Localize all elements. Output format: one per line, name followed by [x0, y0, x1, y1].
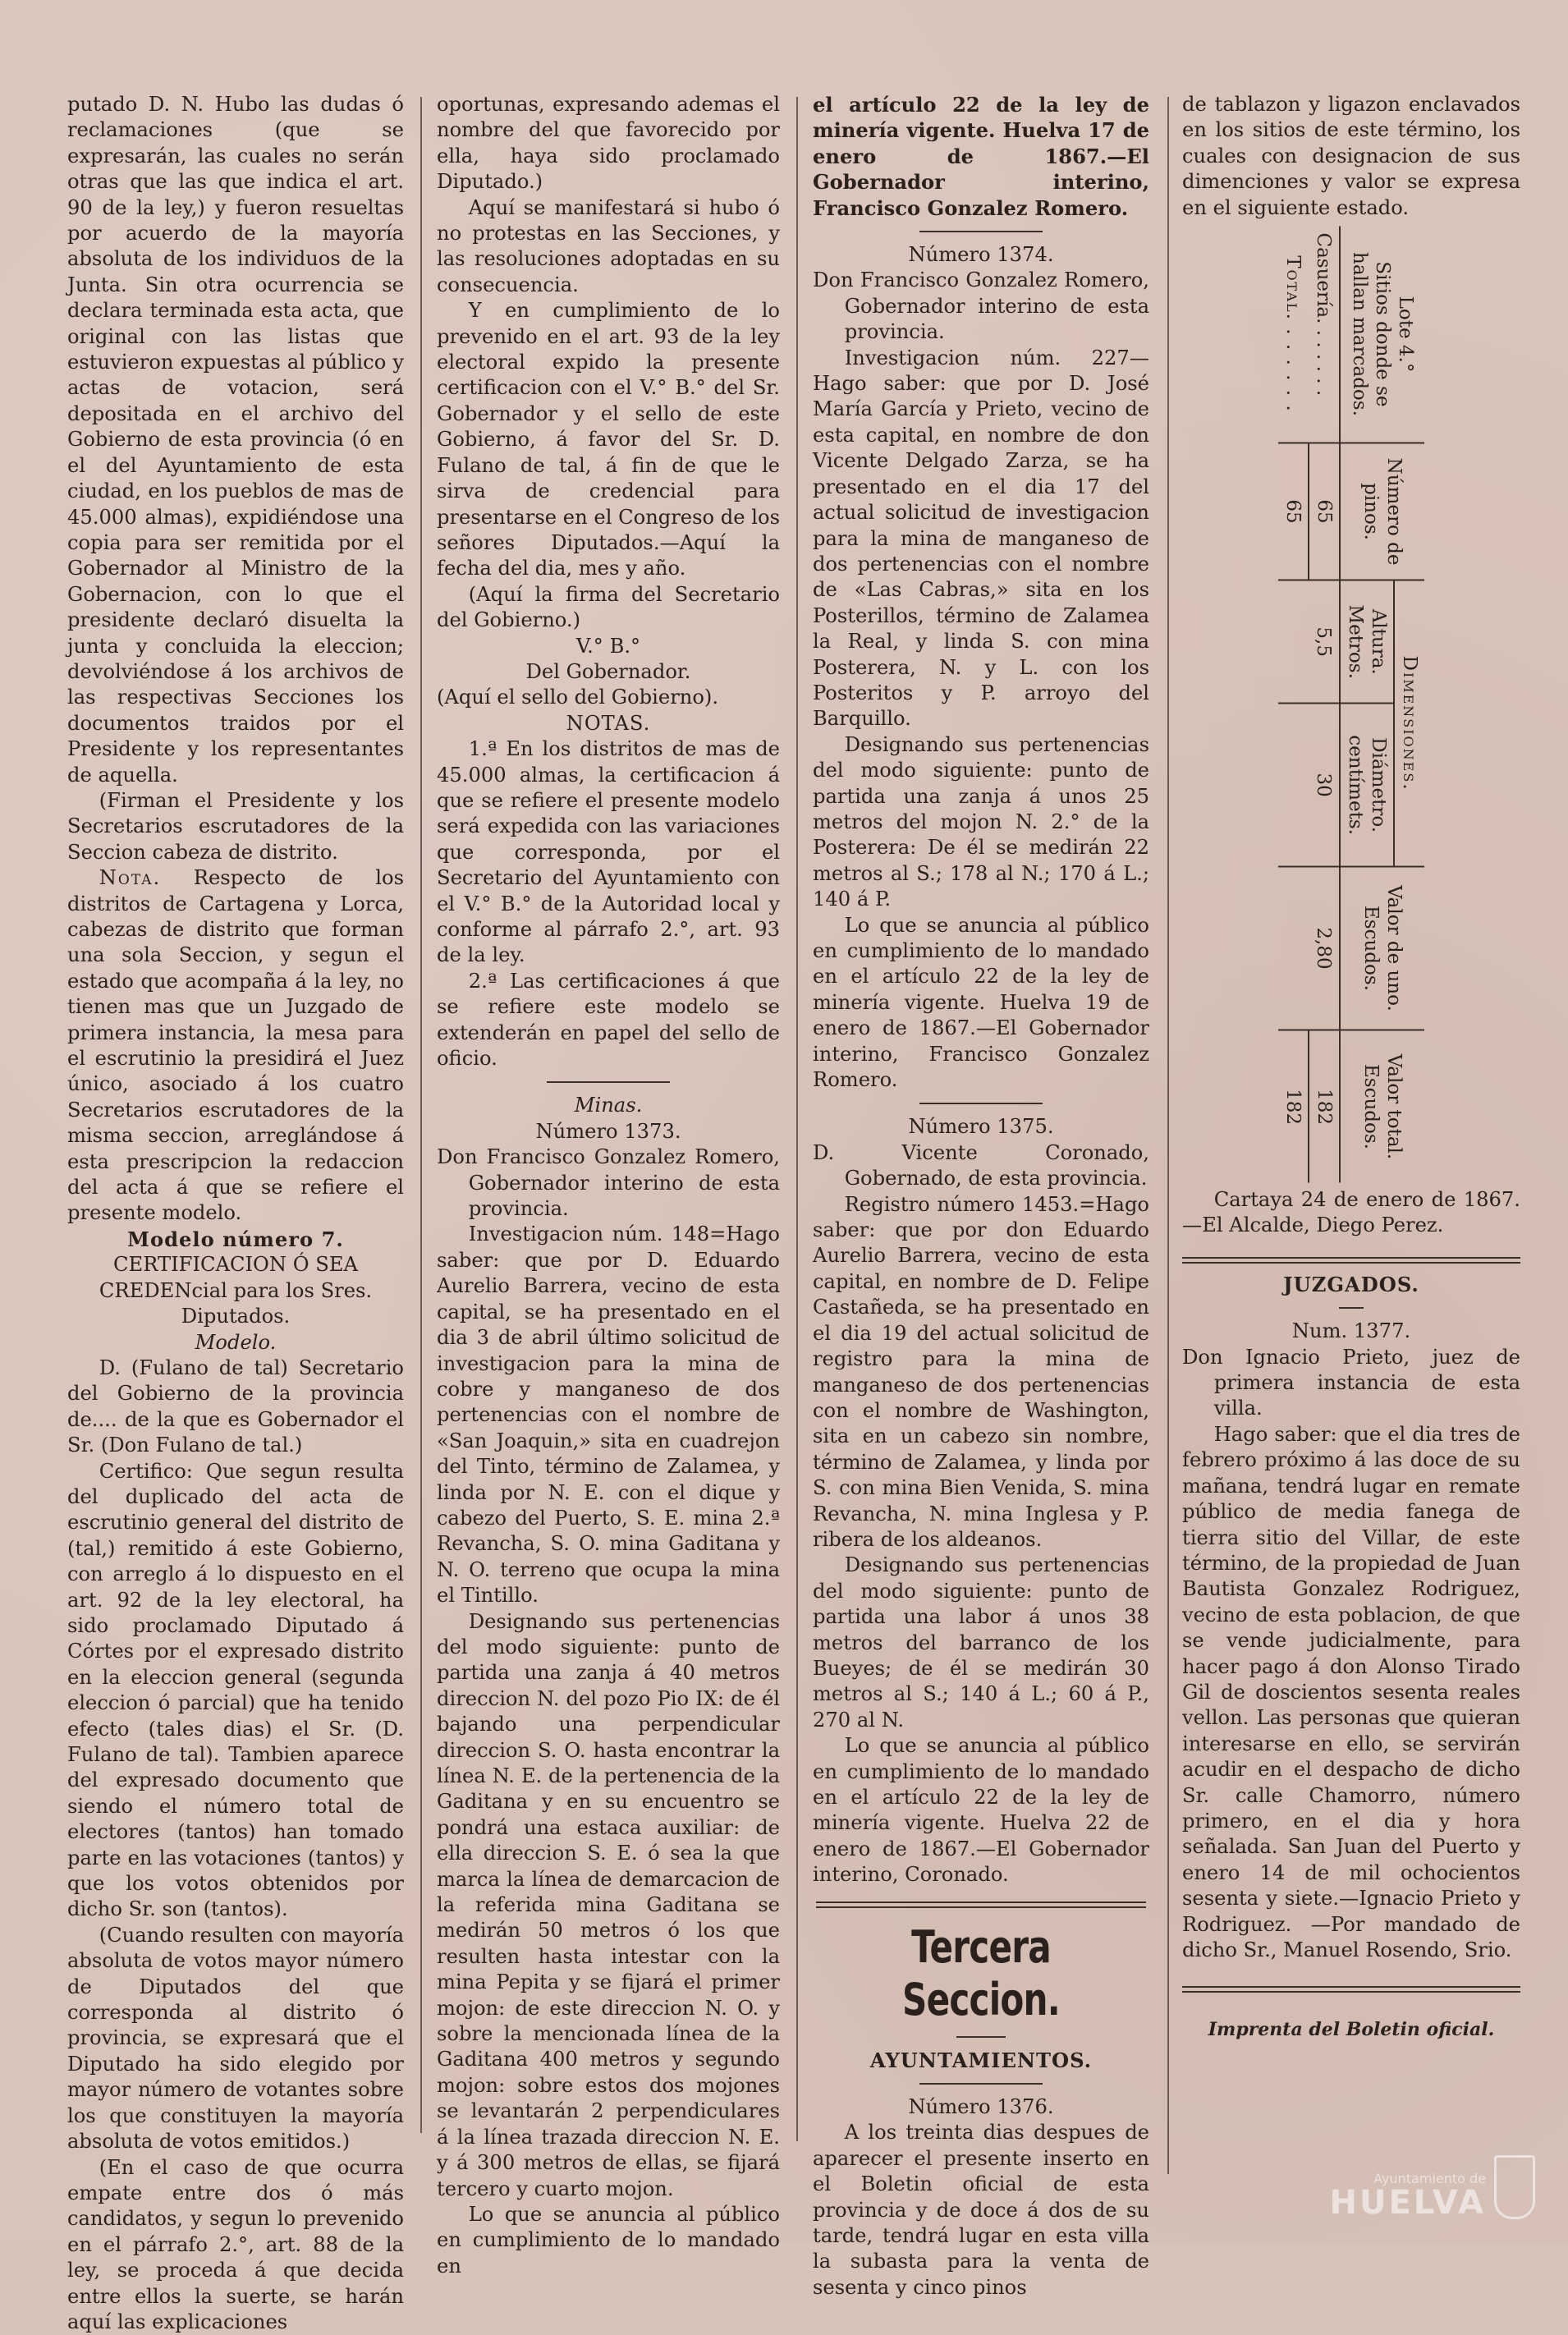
total-valor: 182 — [1278, 1030, 1309, 1182]
notice-authority: Don Francisco Gonzalez Romero, Gobernador interino de esta provincia. — [437, 1145, 780, 1222]
header-valor-total: Valor total. Escudos. — [1340, 1030, 1424, 1182]
row-name: Casuería. . . . . . . — [1309, 226, 1340, 443]
juzgados-heading: JUZGADOS. — [1182, 1272, 1520, 1297]
pinos-table-wrapper — [1182, 226, 1520, 1182]
notas-heading: NOTAS. — [437, 711, 780, 736]
column-rule — [796, 97, 798, 2141]
column-4 — [1182, 92, 1520, 2044]
nota-2: 2.ª Las certificaciones á que se refiere este modelo se extenderán en papel del sello de oficio. — [437, 969, 780, 1072]
total-numero: 65 — [1278, 443, 1309, 580]
minas-heading: Minas. — [437, 1093, 780, 1118]
paragraph: Investigacion núm. 148=Hago saber: que por D. Eduardo Aurelio Barrera, vecino de esta capital, se ha presentado en el dia 3 de abril último solicitud de investigacion para la mina de cobre y manganeso de dos pertenencias con el nombre de «San Joaquin,» sita en cuadrejon del Tinto, término de Zalamea, y linda por N. E. con el dique y cabezo del Puerto, S. E. mina 2.ª Revancha, S. O. mina Gaditana y N. O. terreno que ocupa la mina el Tintillo. — [437, 1222, 780, 1608]
sello-note: (Aquí el sello del Gobierno). — [437, 685, 780, 710]
paragraph: (En el caso de que ocurra empate entre dos ó más candidatos, y segun lo prevenido en el párrafo 2.°, art. 88 de la ley, se proceda á que decida entre ellos la suerte, se harán aquí las explicaciones — [67, 2155, 404, 2335]
section-separator — [919, 2083, 1043, 2085]
paragraph: Registro número 1453.=Hago saber: que por don Eduardo Aurelio Barrera, vecino de esta capital, en nombre de D. Felipe Castañeda, se ha presentado en el dia 19 del actual solicitud de registro para la mina de manganeso de dos pertenencias con el nombre de Washington, sita en un cabezo sin nombre, término de Zalamea, y linda por S. con mina Bien Venida, S. mina Revancha, N. mina Inglesa y P. ribera de los aldeanos. — [813, 1192, 1149, 1553]
notice-number: Número 1376. — [813, 2094, 1149, 2120]
total-label: Total. . . . . . . — [1278, 226, 1309, 443]
row-altura: 5,5 — [1309, 580, 1340, 703]
column-1 — [67, 92, 404, 2335]
tercera-seccion-heading: Tercera Seccion. — [850, 1921, 1112, 2026]
paragraph: Designando sus pertenencias del modo siguiente: punto de partida una labor á unos 38 metros del barranco de los Bueyes; de él se medirán 30 metros al S.; 140 á L.; 60 á P., 270 al N. — [813, 1553, 1149, 1733]
double-rule — [1182, 1257, 1520, 1264]
header-sitios — [1340, 226, 1424, 443]
header-sitios-text: Sitios donde se hallan marcados. — [1348, 232, 1394, 435]
section-separator — [1339, 1307, 1364, 1309]
paragraph: Y en cumplimiento de lo prevenido en el art. 93 de la ley electoral expido la presente certificacion con el V.° B.° del Sr. Gobernador y el sello de este Gobierno, á favor del Sr. D. Fulano de tal, á fin de que le sirva de credencial para presentarse en el Congreso de los señores Diputados.—Aquí la fecha del dia, mes y año. — [437, 298, 780, 581]
column-3 — [813, 92, 1149, 2301]
notice-number: Número 1373. — [437, 1119, 780, 1145]
double-rule — [1182, 1986, 1520, 1993]
header-dimensiones: Dimensiones. — [1394, 580, 1424, 866]
row-valor-total: 182 — [1309, 1030, 1340, 1182]
section-separator — [547, 1081, 670, 1083]
column-2 — [437, 92, 780, 2279]
notice-number: Num. 1377. — [1182, 1319, 1520, 1344]
notice-authority: D. Vicente Coronado, Gobernado, de esta provincia. — [813, 1140, 1149, 1192]
del-gobernador: Del Gobernador. — [437, 659, 780, 685]
pinos-table — [1278, 226, 1424, 1182]
paragraph: oportunas, expresando ademas el nombre del que favorecido por ella, haya sido proclamado Diputado.) — [437, 92, 780, 195]
paragraph: Hago saber: que el dia tres de febrero próximo á las doce de su mañana, tendrá lugar en remate público de media fanega de tierra sitio del Villar, de este término, de la propiedad de Juan Bautista Gonzalez Rodriguez, vecino de esta poblacion, de que se vende judicialmente, para hacer pago á don Alonso Tirado Gil de doscientos sesenta reales vellon. Las personas que quieran interesarse en ello, se servirán acudir en el despacho de dicho Sr. calle Chamorro, número primero, en el dia y hora señalada. San Juan del Puerto y enero 14 de mil ochocientos sesenta y siete.—Ignacio Prieto y Rodriguez. —Por mandado de dicho Sr., Manuel Rosendo, Srio. — [1182, 1422, 1520, 1964]
row-diametro: 30 — [1309, 703, 1340, 866]
column-rule — [420, 97, 422, 2133]
modelo-heading: Modelo. — [67, 1330, 404, 1356]
section-separator — [919, 231, 1043, 232]
notice-number: Número 1375. — [813, 1114, 1149, 1140]
paragraph: Investigacion núm. 227—Hago saber: que por D. José María García y Prieto, vecino de esta capital, en nombre de don Vicente Delgado Zarza, se ha presentado en el dia 17 del actual solicitud de investigacion para la mina de manganeso de dos pertenencias con el nombre de «Las Cabras,» sita en los Posterillos, término de Zalamea la Real, y linda S. con mina Posterera, N. y L. con los Posteritos y P. arroyo del Barquillo. — [813, 346, 1149, 732]
table-row — [1309, 226, 1340, 1182]
lote-label: Lote 4.° — [1394, 232, 1417, 435]
nota-paragraph — [67, 865, 404, 1227]
paragraph: D. (Fulano de tal) Secretario del Gobierno de la provincia de.... de la que es Gobernador el Sr. (Don Fulano de tal.) — [67, 1356, 404, 1459]
paragraph: Aquí se manifestará si hubo ó no protestas en las Secciones, y las resoluciones adoptadas en su consecuencia. — [437, 195, 780, 299]
certificacion-title: CERTIFICACION Ó SEA CREDENcial para los Sres. Diputados. — [67, 1252, 404, 1329]
table-total-row — [1278, 226, 1309, 1182]
watermark-big-text: HUELVA — [1330, 2186, 1486, 2219]
paragraph: Designando sus pertenencias del modo siguiente: punto de partida una zanja á 40 metros direccion N. del pozo Pio IX: de él bajando una perpendicular direccion S. O. hasta encontrar la línea N. E. de la pertenencia de la Gaditana y en su encuentro se pondrá una estaca auxiliar: de ella direccion S. E. ó sea la que marca la línea de demarcacion de la referida mina Gaditana se medirán 50 metros ó los que resulten hasta intestar con la mina Pepita y se fijará el primer mojon: de este direccion N. O. y sobre la mencionada línea de la Gaditana 400 metros y segundo mojon: sobre estos dos mojones se levantarán 2 perpendiculares á la línea trazada direccion N. E. y á 300 metros de ellas, se fijará tercero y cuarto mojon. — [437, 1609, 780, 2202]
header-numero: Número de pinos. — [1340, 443, 1424, 580]
archive-watermark — [1330, 2155, 1535, 2219]
paragraph: Lo que se anuncia al público en cumplimiento de lo mandado en — [437, 2202, 780, 2279]
visto-bueno: V.° B.° — [437, 634, 780, 659]
paragraph: Certifico: Que segun resulta del duplicado del acta de escrutinio general del distrito de (tal,) remitido á este Gobierno, con arreglo á lo dispuesto en el art. 92 de la ley electoral, ha sido proclamado Diputado á Córtes por el expresado distrito en la eleccion general (segunda eleccion ó parcial) que ha tenido efecto (tales dias) el Sr. (D. Fulano de tal). Tambien aparece del expresado documento que siendo el número total de electores (tantos) han tomado parte en las votaciones (tantos) y que los votos obtenidos por dicho Sr. son (tantos). — [67, 1459, 404, 1923]
header-altura: Altura. Metros. — [1340, 580, 1394, 703]
watermark-small-text: Ayuntamiento de — [1330, 2172, 1486, 2186]
nota-text: Respecto de los distritos de Cartagena y Lorca, cabezas de distrito que forman una sola Seccion, y segun el estado que acompaña á la ley, no tienen mas que un Juzgado de primera instancia, la mesa para el escrutinio la presidirá el Juez único, asociado á los cuatro Secretarios escrutadores de la misma seccion, arreglándose á esta prescripcion la redaccion del acta á que se refiere el presente modelo. — [67, 866, 404, 1224]
double-rule — [816, 1901, 1146, 1908]
paragraph: el artículo 22 de la ley de minería vigente. Huelva 17 de enero de 1867.—El Gobernador interino, Francisco Gonzalez Romero. — [813, 92, 1149, 221]
notice-number: Número 1374. — [813, 242, 1149, 268]
paragraph: Lo que se anuncia al público en cumplimiento de lo mandado en el artículo 22 de la ley de minería vigente. Huelva 19 de enero de 1867.—El Gobernador interino, Francisco Gonzalez Romero. — [813, 913, 1149, 1094]
paragraph: (Cuando resulten con mayoría absoluta de votos mayor número de Diputados del que corresponda al distrito ó provincia, se expresará que el Diputado ha sido elegido por mayor número de votantes sobre los que constituyen la mayoría absoluta de votos emitidos.) — [67, 1923, 404, 2155]
paragraph: de tablazon y ligazon enclavados en los sitios de este término, los cuales con designacion de sus dimenciones y valor se expresa en el siguiente estado. — [1182, 92, 1520, 221]
row-valor-uno: 2,80 — [1309, 866, 1340, 1030]
nota-1: 1.ª En los distritos de mas de 45.000 almas, la certificacion á que se refiere el presente modelo será expedida con las variaciones que corresponda, por el Secretario del Ayuntamiento con el V.° B.° de la Autoridad local y conforme al párrafo 2.°, art. 93 de la ley. — [437, 736, 780, 969]
shield-icon — [1494, 2155, 1535, 2219]
paragraph: putado D. N. Hubo las dudas ó reclamaciones (que se expresarán, las cuales no serán otras que las que indica el art. 90 de la ley,) y fueron resueltas por acuerdo de la mayoría absoluta de los individuos de la Junta. Sin otra ocurrencia se declara terminada esta acta, que original con las listas que estuvieron expuestas al público y actas de votacion, será depositada en el archivo del Gobierno de esta provincia (ó en el del Ayuntamiento de esta ciudad, en los pueblos de mas de 45.000 almas), expidiéndose una copia para ser remitida por el Gobernador al Ministro de la Gobernacion, con lo que el presidente declaró disuelta la junta y concluida la eleccion; devolviéndose á los archivos de las respectivas Secciones los documentos traidos por el Presidente y los representantes de aquella. — [67, 92, 404, 788]
section-separator — [956, 2036, 1006, 2038]
section-separator — [919, 1103, 1043, 1104]
notice-authority: Don Francisco Gonzalez Romero, Gobernador interino de esta provincia. — [813, 268, 1149, 345]
header-valor-uno: Valor de uno. Escudos. — [1340, 866, 1424, 1030]
header-diametro: Diámetro. centímets. — [1340, 703, 1394, 866]
notice-authority: Don Ignacio Prieto, juez de primera instancia de esta villa. — [1182, 1345, 1520, 1422]
ayuntamientos-heading: AYUNTAMIENTOS. — [813, 2048, 1149, 2073]
paragraph: (Aquí la firma del Secretario del Gobierno.) — [437, 582, 780, 634]
column-rule — [1167, 97, 1169, 2174]
nota-label: Nota. — [99, 866, 161, 889]
paragraph: Lo que se anuncia al público en cumplimiento de lo mandado en el artículo 22 de la ley de minería vigente. Huelva 22 de enero de 1867.—El Gobernador interino, Coronado. — [813, 1733, 1149, 1888]
paragraph: (Firman el Presidente y los Secretarios escrutadores de la Seccion cabeza de distrito. — [67, 788, 404, 865]
paragraph: Designando sus pertenencias del modo siguiente: punto de partida una zanja á unos 25 metros del mojon N. 2.° de la Posterera: De él se medirán 22 metros al S.; 178 al N.; 170 á L.; 140 á P. — [813, 732, 1149, 913]
imprenta-footer: Imprenta del Boletin oficial. — [1182, 2017, 1520, 2043]
modelo-number-heading: Modelo número 7. — [67, 1227, 404, 1252]
row-numero: 65 — [1309, 443, 1340, 580]
paragraph: A los treinta dias despues de aparecer el presente inserto en el Boletin oficial de esta provincia y de doce á dos de su tarde, tendrá lugar en esta villa la subasta para la venta de sesenta y cinco pinos — [813, 2120, 1149, 2301]
cartaya-signature: Cartaya 24 de enero de 1867. —El Alcalde, Diego Perez. — [1182, 1187, 1520, 1239]
